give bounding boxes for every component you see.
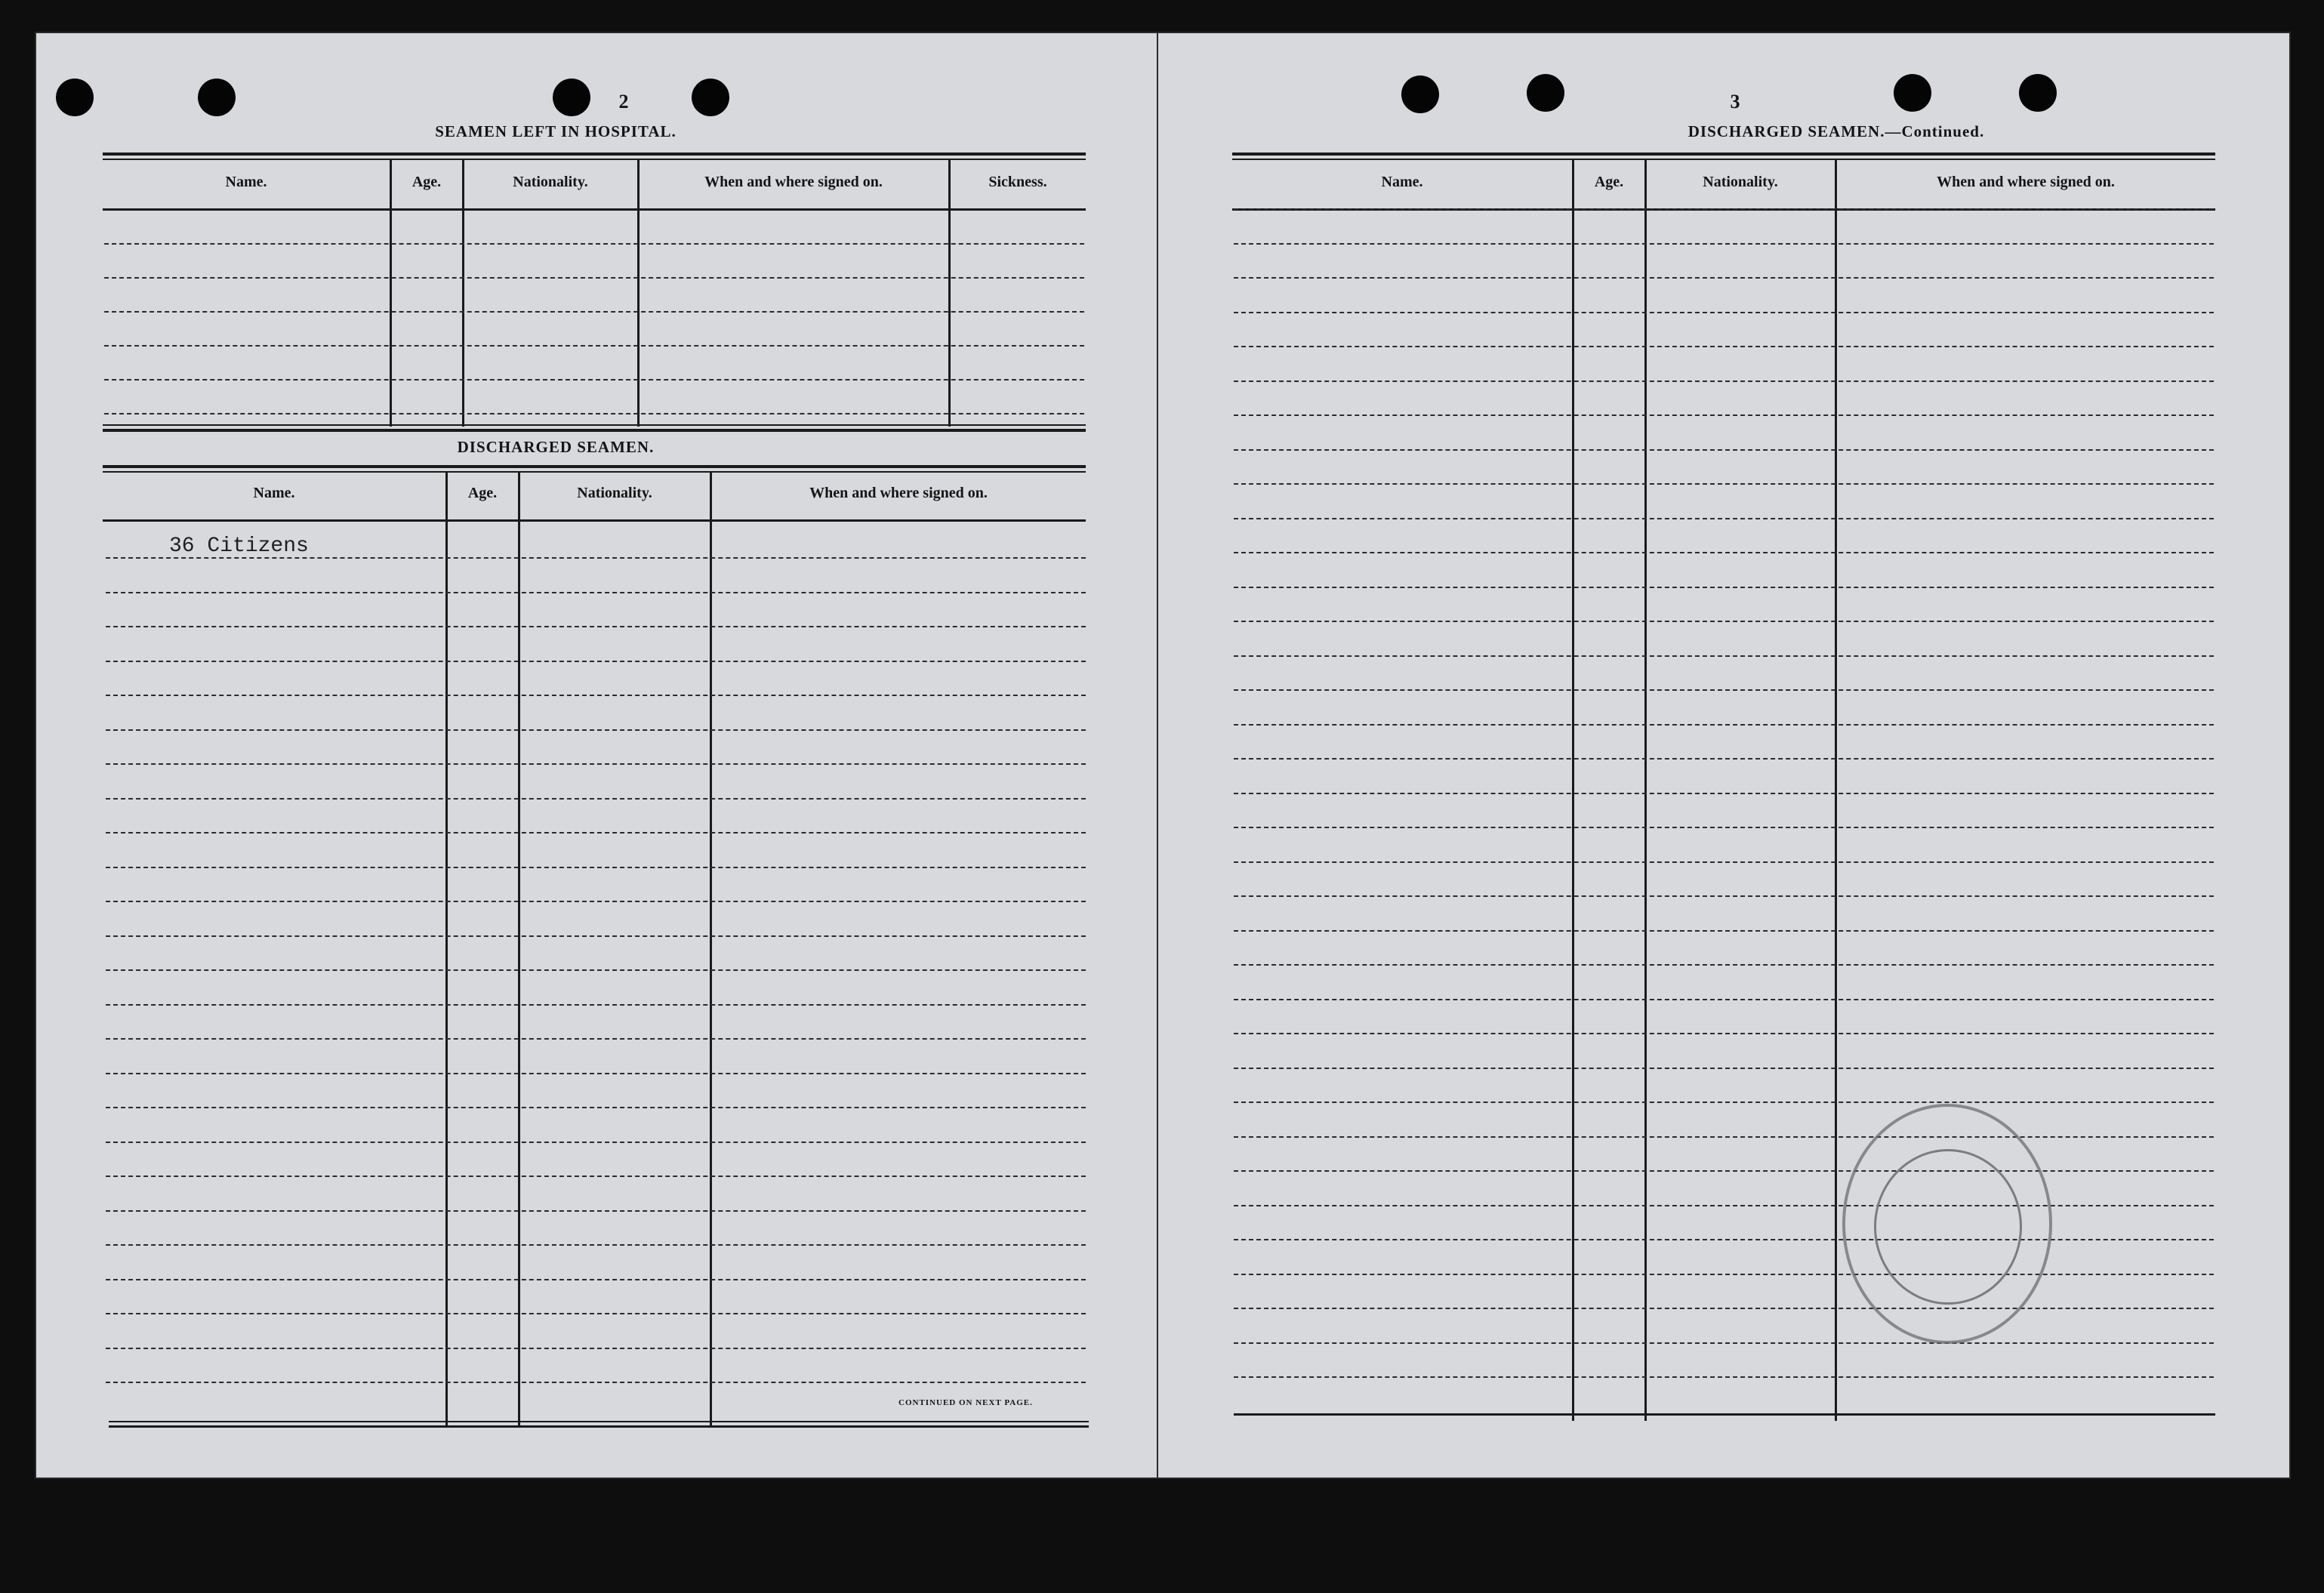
discharged-entry-name: 36 Citizens xyxy=(169,535,309,558)
entry-line xyxy=(1234,1170,2214,1172)
entry-line xyxy=(1234,1342,2214,1344)
punch-hole xyxy=(692,79,729,116)
table-top-rule xyxy=(103,153,1086,156)
table-top-rule xyxy=(103,465,1086,468)
entry-line xyxy=(1234,758,2214,760)
column-divider xyxy=(710,473,712,1425)
entry-line xyxy=(106,1004,1086,1006)
entry-line xyxy=(1234,587,2214,588)
entry-line xyxy=(1234,312,2214,313)
entry-line xyxy=(1234,1239,2214,1240)
column-header-name: Name. xyxy=(225,174,267,190)
table-bottom-rule xyxy=(109,1425,1089,1428)
continued-note: CONTINUED ON NEXT PAGE. xyxy=(898,1398,1033,1407)
entry-line xyxy=(106,1279,1086,1280)
table-top-rule xyxy=(1232,159,2215,160)
entry-line xyxy=(106,832,1086,833)
discharged-section-title: DISCHARGED SEAMEN. xyxy=(457,438,655,456)
entry-line xyxy=(104,311,1084,313)
entry-line xyxy=(1234,1274,2214,1275)
table-bottom-rule xyxy=(1234,1413,2215,1416)
entry-line xyxy=(106,1107,1086,1108)
entry-line xyxy=(1234,518,2214,519)
entry-line xyxy=(1234,483,2214,485)
column-header-age: Age. xyxy=(411,174,442,190)
entry-line xyxy=(1234,724,2214,726)
entry-line xyxy=(1234,1205,2214,1206)
entry-line xyxy=(1234,1033,2214,1034)
entry-line xyxy=(106,901,1086,902)
entry-line xyxy=(106,592,1086,593)
column-divider xyxy=(445,473,448,1425)
entry-line xyxy=(1234,414,2214,416)
column-divider xyxy=(1835,160,1837,1421)
entry-line xyxy=(106,695,1086,696)
entry-line xyxy=(104,413,1084,414)
entry-line xyxy=(1234,655,2214,657)
left-page xyxy=(35,32,1158,1479)
table-top-rule xyxy=(103,471,1086,473)
column-header-signed-on: When and where signed on. xyxy=(1937,174,2115,190)
column-divider xyxy=(1644,160,1647,1421)
column-divider xyxy=(637,160,640,427)
entry-line xyxy=(1234,999,2214,1000)
entry-line xyxy=(104,277,1084,279)
discharged-continued-title: DISCHARGED SEAMEN.—Continued. xyxy=(1688,122,1985,140)
entry-line xyxy=(1234,621,2214,622)
entry-line xyxy=(1234,346,2214,347)
entry-line xyxy=(1234,1102,2214,1103)
entry-line xyxy=(1234,449,2214,451)
entry-line xyxy=(1234,1376,2214,1378)
header-rule xyxy=(103,519,1086,522)
column-header-age: Age. xyxy=(1594,174,1624,190)
table-top-rule xyxy=(103,159,1086,160)
column-header-nationality: Nationality. xyxy=(577,485,652,501)
section-rule xyxy=(103,424,1086,426)
hospital-section-title: SEAMEN LEFT IN HOSPITAL. xyxy=(435,122,677,140)
entry-line xyxy=(106,1244,1086,1246)
entry-line xyxy=(1234,208,2214,210)
entry-line xyxy=(1234,381,2214,382)
column-header-name: Name. xyxy=(253,485,295,501)
column-header-signed-on: When and where signed on. xyxy=(704,174,883,190)
entry-line xyxy=(106,1382,1086,1383)
entry-line xyxy=(106,1175,1086,1177)
column-divider xyxy=(948,160,951,427)
entry-line xyxy=(1234,1308,2214,1309)
table-bottom-rule xyxy=(109,1421,1089,1422)
column-header-signed-on: When and where signed on. xyxy=(809,485,988,501)
right-page xyxy=(1157,32,2291,1479)
column-header-sickness: Sickness. xyxy=(988,174,1047,190)
entry-line xyxy=(106,1348,1086,1349)
entry-line xyxy=(106,763,1086,765)
entry-line xyxy=(106,1073,1086,1074)
entry-line xyxy=(1234,793,2214,794)
entry-line xyxy=(106,1210,1086,1212)
column-divider xyxy=(1572,160,1574,1421)
entry-line xyxy=(106,626,1086,627)
entry-line xyxy=(106,1038,1086,1040)
column-divider xyxy=(390,160,392,427)
entry-line xyxy=(1234,827,2214,828)
entry-line xyxy=(1234,1068,2214,1069)
entry-line xyxy=(1234,1136,2214,1138)
punch-hole xyxy=(1401,75,1439,113)
entry-line xyxy=(104,243,1084,245)
entry-line xyxy=(1234,689,2214,691)
entry-line xyxy=(106,798,1086,800)
entry-line xyxy=(104,345,1084,347)
entry-line xyxy=(106,935,1086,937)
header-rule xyxy=(103,208,1086,211)
column-header-age: Age. xyxy=(467,485,498,501)
punch-hole xyxy=(2019,74,2057,112)
punch-hole xyxy=(198,79,236,116)
punch-hole xyxy=(1894,74,1931,112)
entry-line xyxy=(106,557,1086,559)
entry-line xyxy=(1234,552,2214,553)
entry-line xyxy=(106,1313,1086,1314)
column-divider xyxy=(518,473,520,1425)
entry-line xyxy=(106,867,1086,868)
punch-hole xyxy=(553,79,590,116)
received-stamp-inner-ring xyxy=(1874,1149,2022,1305)
entry-line xyxy=(1234,243,2214,245)
entry-line xyxy=(106,661,1086,662)
column-header-nationality: Nationality. xyxy=(1703,174,1778,190)
entry-line xyxy=(106,1142,1086,1143)
entry-line xyxy=(104,379,1084,381)
section-rule xyxy=(103,429,1086,432)
column-divider xyxy=(462,160,464,427)
entry-line xyxy=(106,729,1086,731)
punch-hole xyxy=(1527,74,1564,112)
punch-hole xyxy=(56,79,94,116)
page-number: 2 xyxy=(618,91,629,112)
entry-line xyxy=(1234,930,2214,932)
page-number: 3 xyxy=(1730,91,1740,112)
column-header-name: Name. xyxy=(1381,174,1423,190)
table-top-rule xyxy=(1232,153,2215,156)
column-header-nationality: Nationality. xyxy=(513,174,588,190)
entry-line xyxy=(1234,895,2214,897)
entry-line xyxy=(1234,277,2214,279)
entry-line xyxy=(1234,861,2214,863)
entry-line xyxy=(1234,964,2214,966)
entry-line xyxy=(106,969,1086,971)
